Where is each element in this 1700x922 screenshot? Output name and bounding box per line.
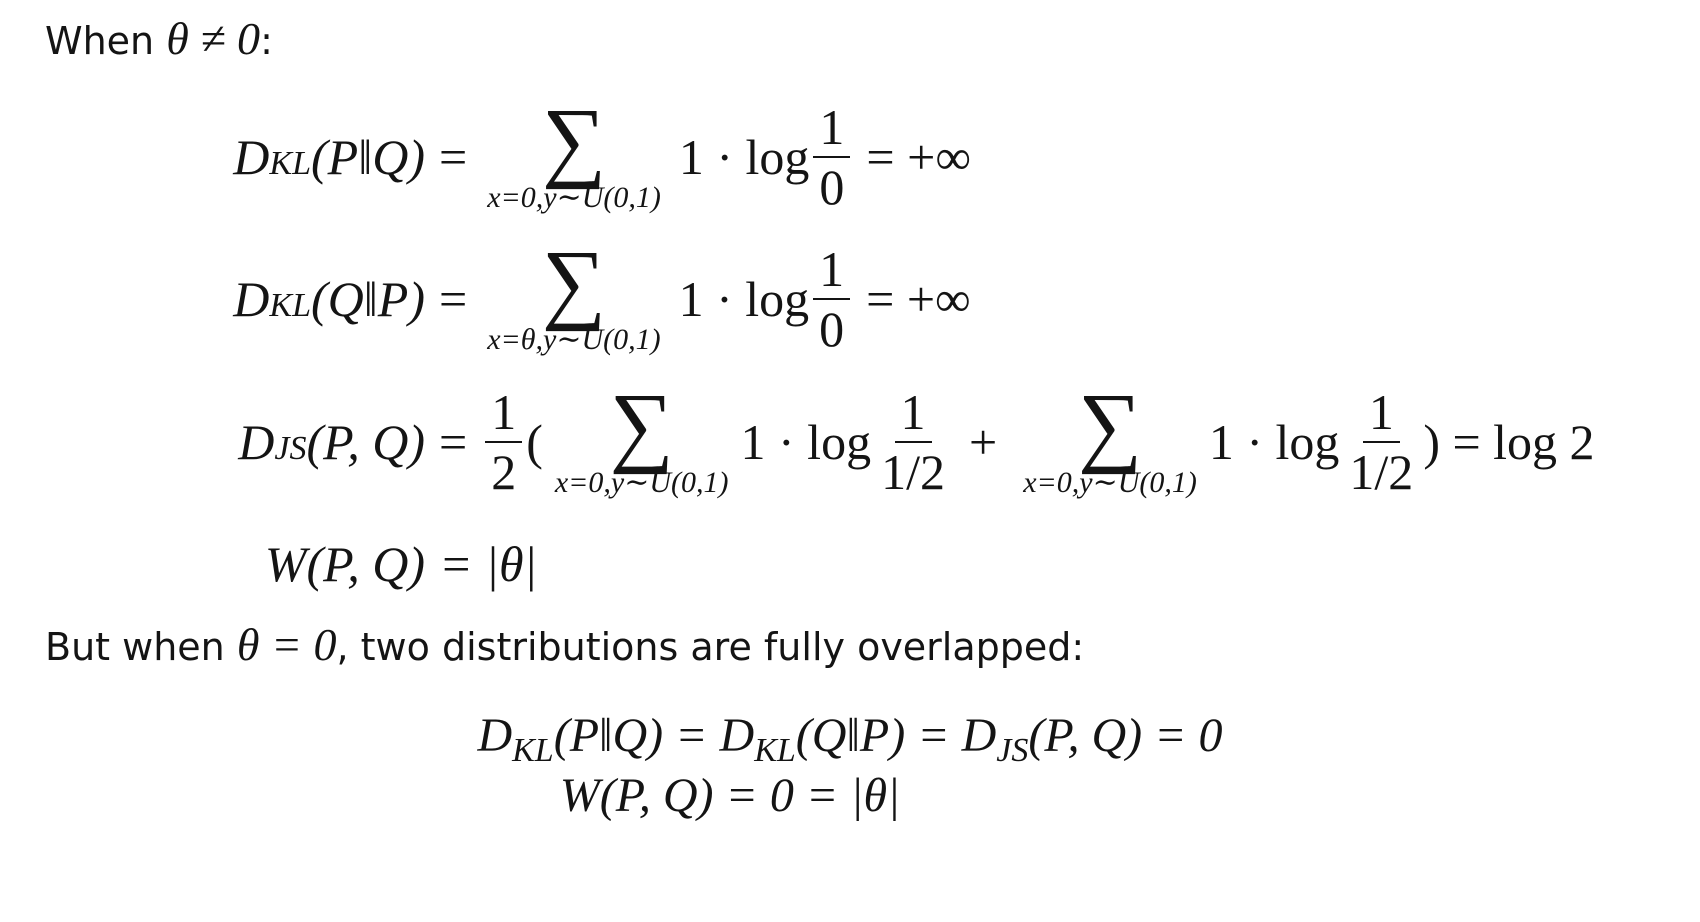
lhs-symbol: D <box>233 129 270 185</box>
fraction-numerator: 1 <box>895 387 932 443</box>
outro-math: θ = 0 <box>236 619 337 670</box>
equation-kl-pq <box>225 91 971 215</box>
equation-rhs: = +∞ <box>866 129 971 185</box>
lhs-subscript: JS <box>274 430 307 467</box>
equals-sign: = <box>439 414 468 470</box>
outro-text <box>45 618 1084 671</box>
open-paren: ( <box>526 414 543 470</box>
half-fraction <box>485 384 522 500</box>
sigma-icon: ∑ <box>609 376 674 475</box>
sum-limit: x=θ,y∼U(0,1) <box>487 323 661 356</box>
equation-rhs: ) = log 2 <box>1423 414 1595 470</box>
summation-2 <box>1023 376 1197 499</box>
symbol-d-kl-pq: D <box>477 709 513 762</box>
sum-limit: x=0,y∼U(0,1) <box>1023 466 1197 499</box>
sum-limit: x=0,y∼U(0,1) <box>487 181 661 214</box>
fraction-denominator: 1/2 <box>1349 444 1414 500</box>
equation-lhs: W(P, Q) <box>264 536 425 592</box>
sigma-icon: ∑ <box>1077 376 1143 475</box>
lhs-subscript: KL <box>269 145 311 182</box>
equation-rhs: = |θ| <box>439 536 538 592</box>
subscript-kl: KL <box>754 732 796 770</box>
equation-lhs <box>225 270 425 328</box>
fraction-1 <box>875 384 951 500</box>
sigma-icon: ∑ <box>541 233 606 332</box>
equals-sign: = <box>439 129 468 185</box>
equation-rhs: = +∞ <box>866 271 971 327</box>
subscript-kl: KL <box>512 732 554 770</box>
intro-text <box>45 12 273 65</box>
symbol-d-js: D <box>961 709 997 762</box>
fraction-numerator: 1 <box>485 387 522 443</box>
summation <box>487 233 661 356</box>
log-term-2: 1 · log <box>1208 414 1340 470</box>
log-term: 1 · log <box>678 271 810 327</box>
summation-1 <box>554 376 729 499</box>
fraction-denominator: 1/2 <box>881 444 945 500</box>
equation-lhs <box>225 128 425 186</box>
summation <box>487 91 661 214</box>
log-term-1: 1 · log <box>740 414 872 470</box>
plus-sign: + <box>968 414 998 470</box>
lhs-args: (P, Q) <box>306 414 425 470</box>
fraction-numerator: 1 <box>1363 387 1400 443</box>
intro-prefix: When <box>45 19 155 63</box>
fraction-numerator: 1 <box>813 102 850 158</box>
equation-zero-divergences <box>0 708 1700 770</box>
subscript-js: JS <box>996 732 1029 770</box>
fraction-denominator: 2 <box>491 444 517 500</box>
lhs-symbol: D <box>238 414 275 470</box>
lhs-args: (Q‖P) <box>311 271 425 327</box>
equation-js <box>225 376 1595 500</box>
args-js: (P, Q) = 0 <box>1028 709 1223 762</box>
fraction <box>813 241 850 357</box>
equals-sign: = <box>439 271 468 327</box>
intro-math: θ ≠ 0 <box>166 13 261 64</box>
intro-suffix: : <box>260 19 273 63</box>
lhs-symbol: D <box>233 271 270 327</box>
equation-wasserstein <box>225 535 537 593</box>
outro-suffix: , two distributions are fully overlapped: <box>336 625 1085 669</box>
equation-lhs <box>225 413 425 471</box>
args-pq: (P‖Q) = <box>553 709 720 762</box>
log-term: 1 · log <box>678 129 810 185</box>
lhs-args: (P‖Q) <box>311 129 425 185</box>
args-qp: (Q‖P) = <box>795 709 962 762</box>
equation-kl-qp <box>225 233 971 357</box>
sum-limit: x=0,y∼U(0,1) <box>554 466 729 499</box>
equation-zero-wasserstein: W(P, Q) = 0 = |θ| <box>559 769 901 822</box>
fraction-denominator: 0 <box>819 301 845 357</box>
sigma-icon: ∑ <box>541 91 607 190</box>
lhs-subscript: KL <box>269 287 311 324</box>
outro-prefix: But when <box>45 625 225 669</box>
fraction <box>813 99 850 215</box>
fraction-numerator: 1 <box>813 244 850 300</box>
symbol-d-kl-qp: D <box>719 709 755 762</box>
fraction-denominator: 0 <box>819 159 845 215</box>
fraction-2 <box>1343 384 1419 500</box>
